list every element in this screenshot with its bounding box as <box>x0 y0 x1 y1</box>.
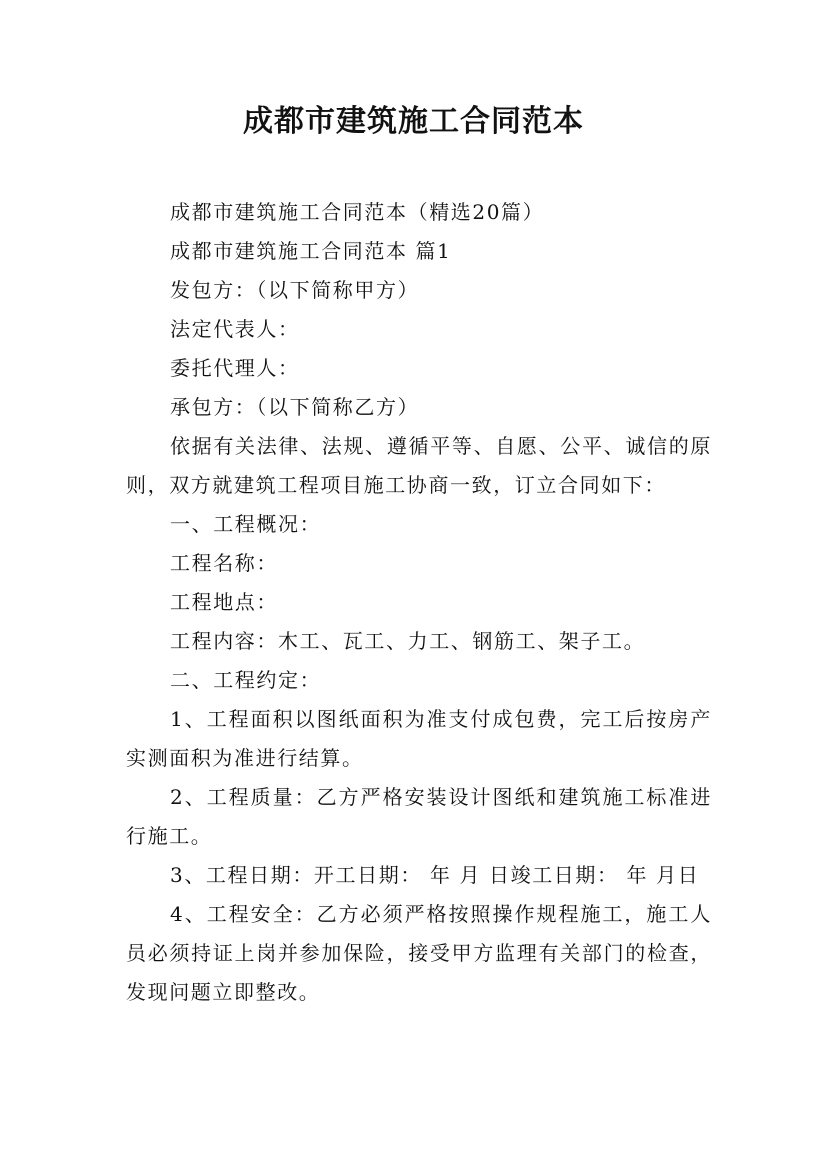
paragraph-project-content: 工程内容：木工、瓦工、力工、钢筋工、架子工。 <box>170 629 646 653</box>
paragraph-clause-3: 3、工程日期：开工日期： 年 月 日竣工日期： 年 月日 <box>170 863 700 887</box>
paragraph-party-a: 发包方：（以下简称甲方） <box>170 278 420 302</box>
paragraph-preamble: 依据有关法律、法规、遵循平等、自愿、公平、诚信的原则，双方就建筑工程项目施工协商一致，订立合同如下： <box>126 434 712 497</box>
paragraph-party-b: 承包方：（以下简称乙方） <box>170 395 420 419</box>
paragraph-clause-1: 1、工程面积以图纸面积为准支付成包费，完工后按房产实测面积为准进行结算。 <box>126 707 712 770</box>
paragraph-legal-representative: 法定代表人： <box>170 317 300 341</box>
paragraph-project-name: 工程名称： <box>170 551 278 575</box>
paragraph-subtitle: 成都市建筑施工合同范本（精选20篇） <box>170 200 545 224</box>
paragraph-clause-4: 4、工程安全：乙方必须严格按照操作规程施工，施工人员必须持证上岗并参加保险，接受甲方监理有关部门的检查，发现问题立即整改。 <box>126 902 712 1004</box>
paragraph-overview-heading: 一、工程概况： <box>170 512 322 536</box>
paragraph-authorized-agent: 委托代理人： <box>170 356 300 380</box>
document-body <box>126 193 712 1012</box>
paragraph-clause-2: 2、工程质量：乙方严格安装设计图纸和建筑施工标准进行施工。 <box>126 785 712 848</box>
document-title: 成都市建筑施工合同范本 <box>243 104 584 139</box>
paragraph-agreement-heading: 二、工程约定： <box>170 668 322 692</box>
paragraph-section-heading: 成都市建筑施工合同范本 篇1 <box>170 239 452 263</box>
paragraph-project-location: 工程地点： <box>170 590 278 614</box>
